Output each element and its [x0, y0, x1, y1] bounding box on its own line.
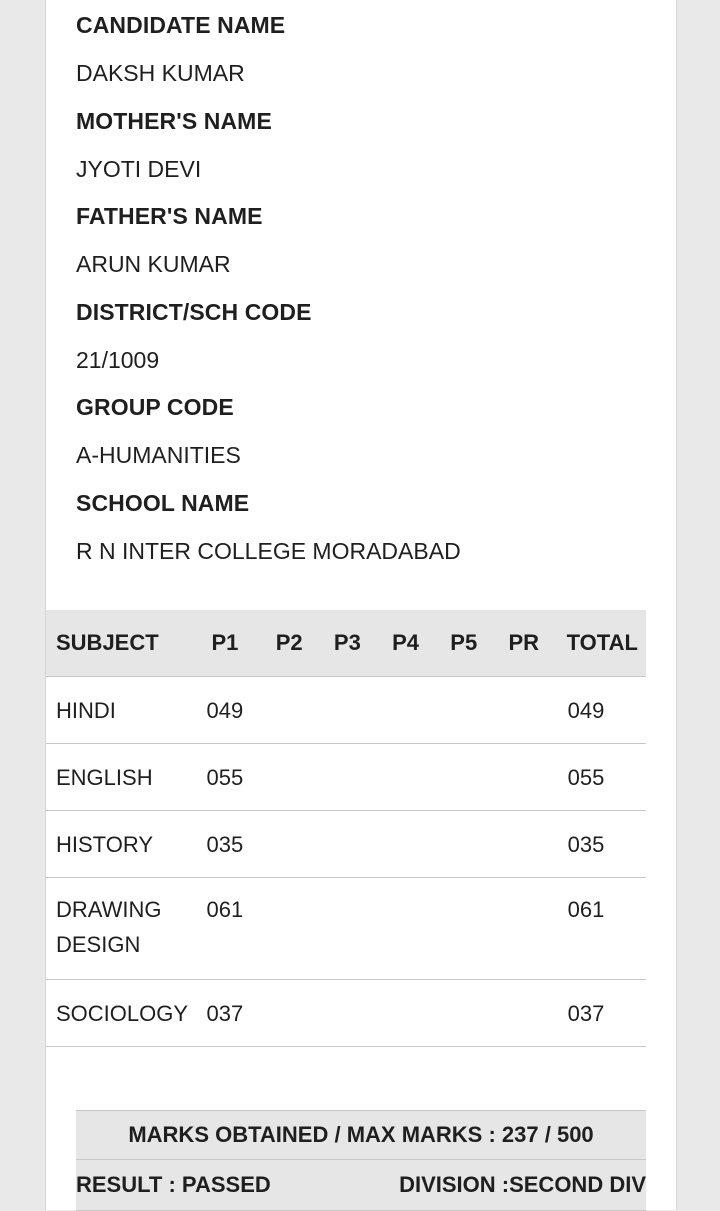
- candidate-name-row: [76, 10, 656, 106]
- total-cell: [552, 677, 646, 744]
- p1-value: 035: [206, 832, 244, 857]
- p3-value: [319, 878, 377, 892]
- p3-cell: [319, 677, 377, 744]
- candidate-info: [76, 10, 656, 583]
- marks-table: [46, 610, 646, 1047]
- field-value: 21/1009: [76, 346, 160, 373]
- table-row: [46, 744, 646, 811]
- p2-value: [261, 677, 319, 693]
- p2-cell: [261, 677, 319, 744]
- school-name-row: [76, 488, 656, 584]
- p2-cell: [261, 878, 319, 980]
- field-value: DAKSH KUMAR: [76, 60, 245, 86]
- pr-value: [493, 677, 551, 693]
- subject-name: SOCIOLOGY: [56, 1001, 189, 1026]
- total-value: 035: [567, 832, 605, 857]
- table-row: [46, 677, 646, 744]
- p1-value: 049: [206, 698, 244, 723]
- group-code-row: [76, 392, 656, 488]
- result-status: RESULT : PASSED: [76, 1172, 271, 1197]
- pr-cell: [493, 744, 551, 811]
- total-cell: [552, 744, 646, 811]
- district-code-row: [76, 297, 656, 393]
- p3-cell: [319, 878, 377, 980]
- p5-value: [435, 980, 493, 996]
- subject-name: HINDI: [56, 698, 116, 723]
- field-label: MOTHER'S NAME: [76, 107, 272, 134]
- pr-cell: [493, 878, 551, 980]
- subject-cell: [46, 744, 197, 811]
- table-row: [46, 980, 646, 1047]
- p4-value: [377, 878, 435, 892]
- p1-value: 037: [206, 1001, 244, 1026]
- p1-cell: [197, 980, 261, 1047]
- subject-name: HISTORY: [56, 832, 153, 857]
- field-label: SCHOOL NAME: [76, 489, 250, 516]
- p4-cell: [377, 811, 435, 878]
- division-status: DIVISION :SECOND DIV: [399, 1172, 646, 1197]
- total-value: 061: [567, 897, 605, 922]
- p1-cell: [197, 744, 261, 811]
- subject-cell: [46, 677, 197, 744]
- p2-cell: [261, 980, 319, 1047]
- header-subject: SUBJECT: [46, 610, 197, 677]
- subject-cell: [46, 980, 197, 1047]
- total-value: 037: [567, 1001, 605, 1026]
- p1-value: 061: [206, 897, 244, 922]
- table-header-row: [46, 610, 646, 677]
- p5-value: [435, 878, 493, 892]
- field-value: ARUN KUMAR: [76, 251, 231, 277]
- p5-cell: [435, 878, 493, 980]
- total-cell: [552, 878, 646, 980]
- p3-cell: [319, 744, 377, 811]
- marks-table-scroll[interactable]: [56, 610, 646, 1047]
- subject-name: ENGLISH: [56, 765, 153, 790]
- field-label: GROUP CODE: [76, 394, 234, 420]
- p5-cell: [435, 677, 493, 744]
- field-value: JYOTI DEVI: [76, 155, 202, 182]
- subject-cell: [46, 811, 197, 878]
- p1-cell: [197, 878, 261, 980]
- pr-cell: [493, 677, 551, 744]
- pr-cell: [493, 980, 551, 1047]
- pr-value: [493, 980, 551, 996]
- header-p2: P2: [261, 610, 319, 677]
- p3-value: [319, 980, 377, 996]
- p5-cell: [435, 811, 493, 878]
- p2-cell: [261, 811, 319, 878]
- p4-value: [377, 811, 435, 827]
- pr-cell: [493, 811, 551, 878]
- header-p4: P4: [377, 610, 435, 677]
- result-summary: [76, 1110, 646, 1211]
- p1-cell: [197, 677, 261, 744]
- p4-cell: [377, 677, 435, 744]
- subject-cell: [46, 878, 197, 980]
- p3-value: [319, 811, 377, 827]
- p2-value: [261, 744, 319, 760]
- result-division-row: [76, 1160, 646, 1211]
- p5-value: [435, 677, 493, 693]
- field-label: DISTRICT/SCH CODE: [76, 298, 312, 325]
- result-card: [45, 0, 677, 1210]
- pr-value: [493, 744, 551, 760]
- p3-cell: [319, 811, 377, 878]
- p2-value: [261, 980, 319, 996]
- total-value: 049: [567, 698, 605, 723]
- pr-value: [493, 878, 551, 892]
- p1-cell: [197, 811, 261, 878]
- p4-value: [377, 744, 435, 760]
- header-p1: P1: [197, 610, 261, 677]
- p4-value: [377, 980, 435, 996]
- mother-name-row: [76, 106, 656, 202]
- table-row: [46, 811, 646, 878]
- pr-value: [493, 811, 551, 827]
- field-label: FATHER'S NAME: [76, 203, 263, 229]
- p3-value: [319, 677, 377, 693]
- field-value: A-HUMANITIES: [76, 442, 241, 468]
- p4-cell: [377, 878, 435, 980]
- subject-name: DRAWING DESIGN: [56, 897, 162, 957]
- total-cell: [552, 980, 646, 1047]
- p5-cell: [435, 980, 493, 1047]
- marks-obtained: MARKS OBTAINED / MAX MARKS : 237 / 500: [76, 1110, 646, 1160]
- header-p3: P3: [319, 610, 377, 677]
- p2-value: [261, 878, 319, 892]
- p4-cell: [377, 744, 435, 811]
- table-row: [46, 878, 646, 980]
- father-name-row: [76, 201, 656, 297]
- p5-value: [435, 811, 493, 827]
- total-cell: [552, 811, 646, 878]
- p1-value: 055: [206, 765, 244, 790]
- p4-value: [377, 677, 435, 693]
- total-value: 055: [567, 765, 605, 790]
- field-label: CANDIDATE NAME: [76, 12, 286, 38]
- p5-value: [435, 744, 493, 760]
- p4-cell: [377, 980, 435, 1047]
- p5-cell: [435, 744, 493, 811]
- p3-cell: [319, 980, 377, 1047]
- header-pr: PR: [493, 610, 551, 677]
- p3-value: [319, 744, 377, 760]
- field-value: R N INTER COLLEGE MORADABAD: [76, 537, 461, 564]
- p2-value: [261, 811, 319, 827]
- header-p5: P5: [435, 610, 493, 677]
- header-total: TOTAL: [552, 610, 646, 677]
- p2-cell: [261, 744, 319, 811]
